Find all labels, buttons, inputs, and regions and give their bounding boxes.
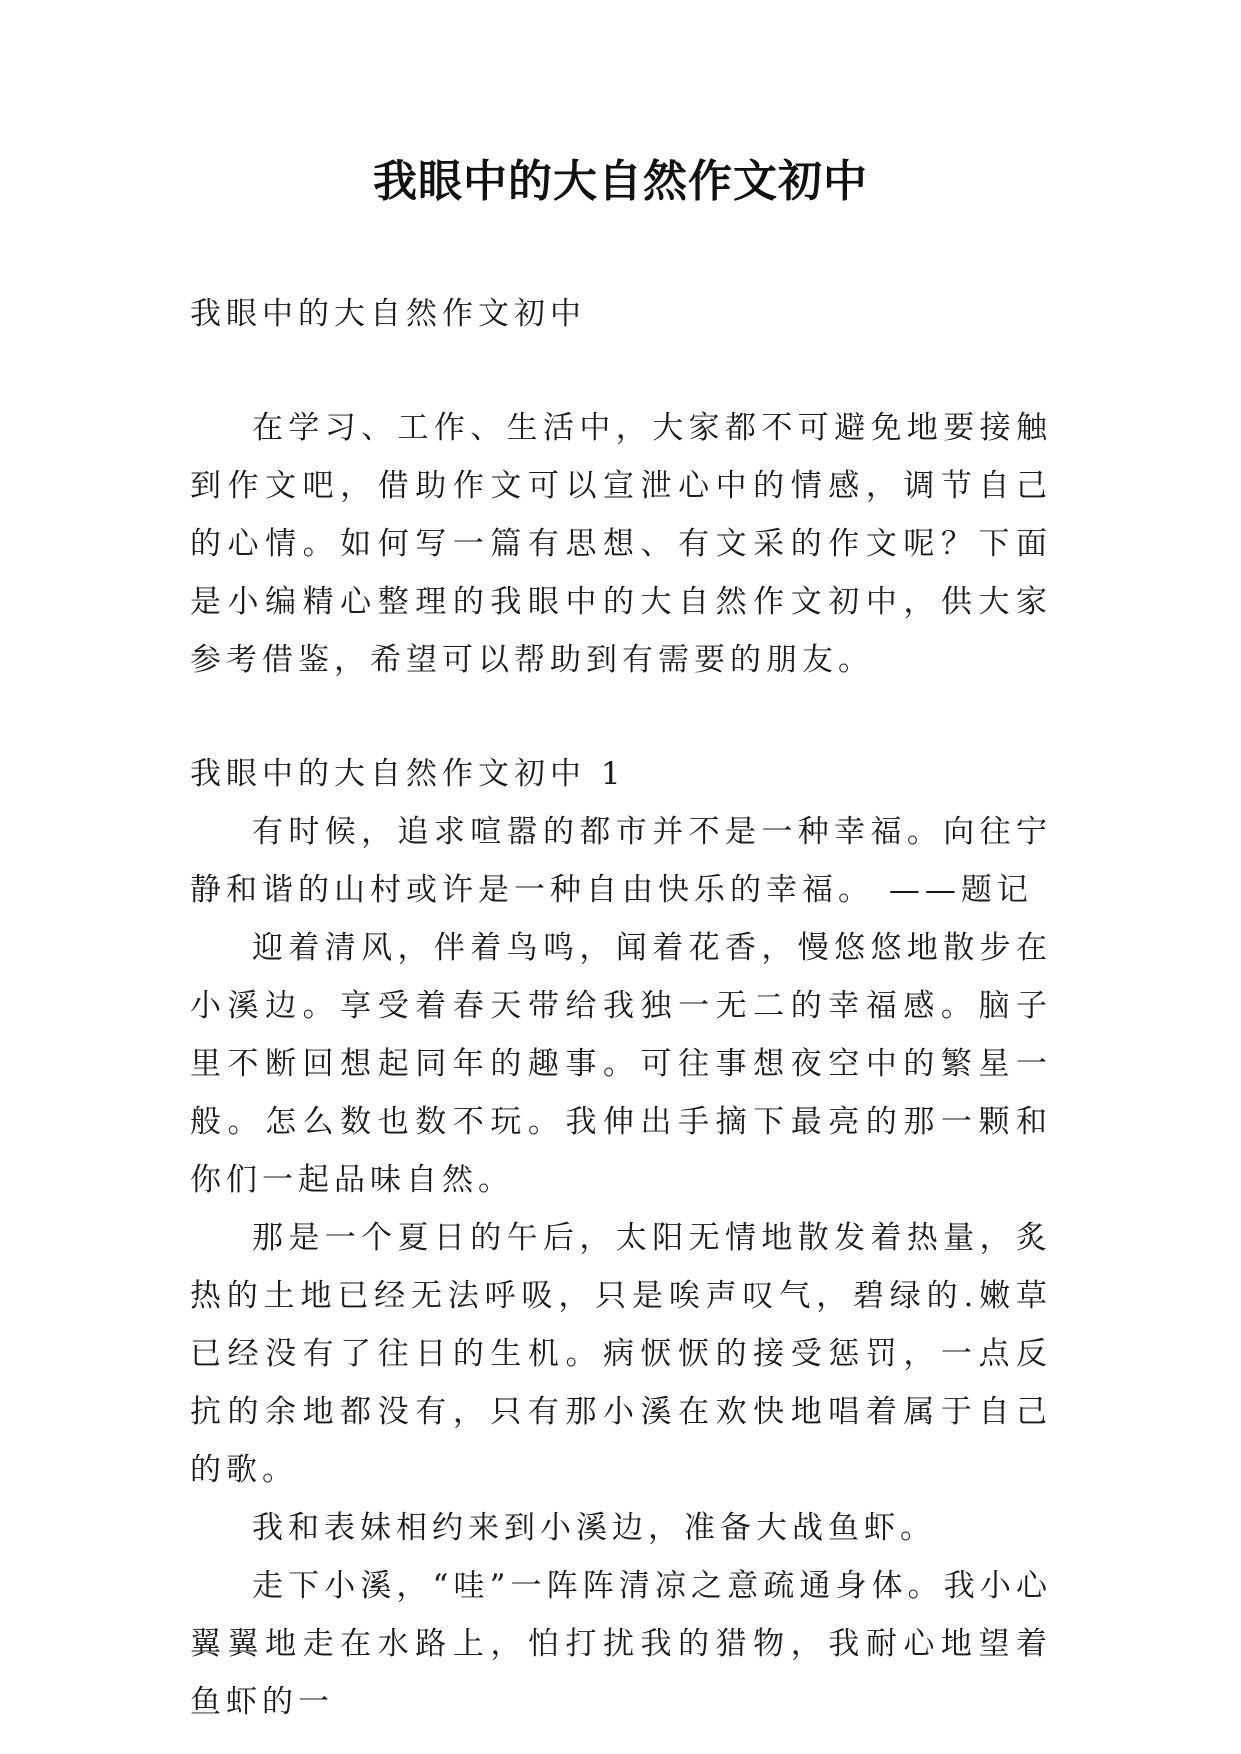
intro-paragraph: 在学习、工作、生活中，大家都不可避免地要接触到作文吧，借助作文可以宣泄心中的情感，调节自己的心情。如何写一篇有思想、有文采的作文呢？下面是小编精心整理的我眼中的大自然作文初中，供大家参考借鉴，希望可以帮助到有需要的朋友。 <box>190 410 1052 678</box>
section-heading: 我眼中的大自然作文初中 1 <box>190 756 626 792</box>
body-paragraph-1: 有时候，追求喧嚣的都市并不是一种幸福。向往宁静和谐的山村或许是一种自由快乐的幸福。 ——题记 <box>190 814 1052 908</box>
body-paragraph-2: 迎着清风，伴着鸟鸣，闻着花香，慢悠悠地散步在小溪边。享受着春天带给我独一无二的幸福感。脑子里不断回想起同年的趣事。可往事想夜空中的繁星一般。怎么数也数不玩。我伸出手摘下最亮的那一颗和你们一起品味自然。 <box>190 930 1052 1198</box>
document-subtitle: 我眼中的大自然作文初中 <box>190 296 586 332</box>
body-paragraph-5: 走下小溪，“哇”一阵阵清凉之意疏通身体。我小心翼翼地走在水路上，怕打扰我的猎物，我耐心地望着鱼虾的一 <box>190 1568 1052 1720</box>
document-body <box>190 285 1052 1731</box>
document-title: 我眼中的大自然作文初中 <box>373 156 868 207</box>
body-paragraph-4: 我和表妹相约来到小溪边，准备大战鱼虾。 <box>252 1510 936 1546</box>
body-paragraph-3: 那是一个夏日的午后，太阳无情地散发着热量，炙热的土地已经无法呼吸，只是唉声叹气，碧绿的.嫩草已经没有了往日的生机。病恹恹的接受惩罚，一点反抗的余地都没有，只有那小溪在欢快地唱着属于自己的歌。 <box>190 1220 1052 1488</box>
